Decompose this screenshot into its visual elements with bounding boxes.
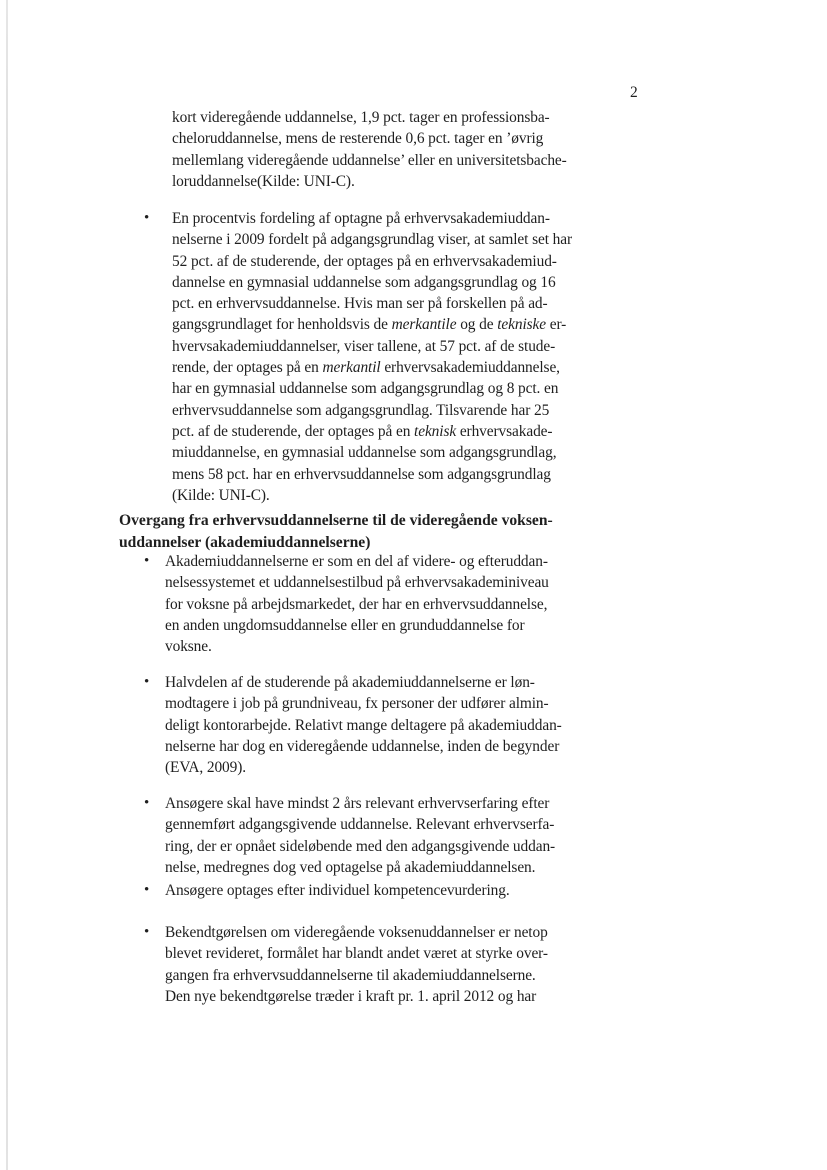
text-line: blevet revideret, formålet har blandt andet været at styrke over- (165, 945, 548, 963)
text-line: Ansøgere optages efter individuel kompetencevurdering. (165, 882, 510, 899)
text-line: nelserne i 2009 fordelt på adgangsgrundlag viser, at samlet set har (172, 231, 572, 249)
text-line: pct. en erhvervsuddannelse. Hvis man ser på forskellen på ad- (172, 295, 548, 313)
text-line: nelsessystemet et uddannelsestilbud på erhvervsakademiniveau (165, 574, 549, 592)
text-line: for voksne på arbejdsmarkedet, der har en erhvervsuddannelse, (165, 595, 548, 613)
italic-term: teknisk (414, 422, 457, 440)
text-run: rende, der optages på en (172, 359, 323, 377)
paragraph-continuation (172, 107, 567, 192)
text-run: erhvervsakademiuddannelse, (380, 359, 560, 377)
page-number: 2 (630, 84, 638, 101)
bullet-marker: • (144, 795, 150, 811)
text-line: loruddannelse(Kilde: UNI-C). (172, 172, 355, 190)
text-run: er- (545, 316, 567, 334)
text-line: gennemført adgangsgivende uddannelse. Relevant erhvervserfa- (165, 816, 555, 834)
text-run: gangsgrundlaget for henholdsvis de (172, 316, 392, 334)
text-line: nelse, medregnes dog ved optagelse på akademiuddannelsen. (165, 858, 536, 876)
text-line: mellemlang videregående uddannelse’ eller en universitetsbache- (172, 151, 567, 169)
text-line (172, 421, 572, 442)
text-line: voksne. (165, 638, 212, 656)
bullet-akademiuddannelser (165, 551, 549, 657)
italic-term: merkantil (322, 359, 381, 377)
text-line: cheloruddannelse, mens de resterende 0,6 pct. tager en ’øvrig (172, 130, 544, 148)
heading-line: Overgang fra erhvervsuddannelserne til de videregående voksen- (119, 512, 553, 529)
bullet-marker: • (144, 882, 150, 898)
bullet-marker: • (144, 210, 150, 226)
text-line: Bekendtgørelsen om videregående voksenuddannelser er netop (165, 924, 548, 941)
text-line: ring, der er opnået sideløbende med den adgangsgivende uddan- (165, 837, 556, 855)
text-line: 52 pct. af de studerende, der optages på en erhvervsakademiud- (172, 252, 557, 270)
bullet-bekendtgoerelsen (165, 922, 548, 1007)
text-line: gangen fra erhvervsuddannelserne til akademiuddannelserne. (165, 966, 536, 984)
text-line: Halvdelen af de studerende på akademiuddannelserne er løn- (165, 674, 535, 691)
text-line: miuddannelse, en gymnasial uddannelse som adgangsgrundlag, (172, 444, 557, 462)
bullet-ansoegere-erfaring (165, 793, 555, 878)
text-line: modtagere i job på grundniveau, fx personer der udfører almin- (165, 695, 549, 713)
text-line: dannelse en gymnasial uddannelse som adgangsgrundlag og 16 (172, 273, 556, 291)
section-heading (119, 510, 553, 553)
text-line: (Kilde: UNI-C). (172, 486, 270, 504)
bullet-procentvis-fordeling (172, 208, 572, 506)
text-line: Ansøgere skal have mindst 2 års relevant erhvervserfaring efter (165, 795, 550, 812)
text-line: hvervsakademiuddannelser, viser tallene, at 57 pct. af de stude- (172, 337, 556, 355)
text-line: (EVA, 2009). (165, 759, 247, 777)
text-line: En procentvis fordeling af optagne på erhvervsakademiuddan- (172, 210, 550, 227)
text-line (172, 357, 572, 378)
text-line: Den nye bekendtgørelse træder i kraft pr. 1. april 2012 og har (165, 987, 537, 1005)
text-line: Akademiuddannelserne er som en del af videre- og efteruddan- (165, 553, 548, 570)
text-line: kort videregående uddannelse, 1,9 pct. tager en professionsba- (172, 109, 550, 126)
heading-line: uddannelser (akademiuddannelserne) (119, 533, 371, 551)
text-line (172, 314, 572, 335)
bullet-marker: • (144, 553, 150, 569)
text-line: erhvervsuddannelse som adgangsgrundlag. Tilsvarende har 25 (172, 401, 550, 419)
text-line: en anden ungdomsuddannelse eller en grunduddannelse for (165, 616, 525, 634)
scan-edge (6, 0, 8, 1170)
text-run: pct. af de studerende, der optages på en (172, 422, 415, 440)
italic-term: merkantile (391, 316, 457, 334)
bullet-halvdelen (165, 672, 562, 778)
text-line: nelserne har dog en videregående uddannelse, inden de begynder (165, 737, 560, 755)
italic-term: tekniske (497, 316, 546, 334)
text-run: og de (456, 316, 498, 334)
bullet-kompetencevurdering (165, 880, 510, 901)
text-run: erhvervsakade- (456, 422, 553, 440)
text-line: mens 58 pct. har en erhvervsuddannelse som adgangsgrundlag (172, 465, 551, 483)
text-line: har en gymnasial uddannelse som adgangsgrundlag og 8 pct. en (172, 380, 559, 398)
bullet-marker: • (144, 674, 150, 690)
bullet-marker: • (144, 924, 150, 940)
text-line: deligt kontorarbejde. Relativt mange deltagere på akademiuddan- (165, 716, 562, 734)
